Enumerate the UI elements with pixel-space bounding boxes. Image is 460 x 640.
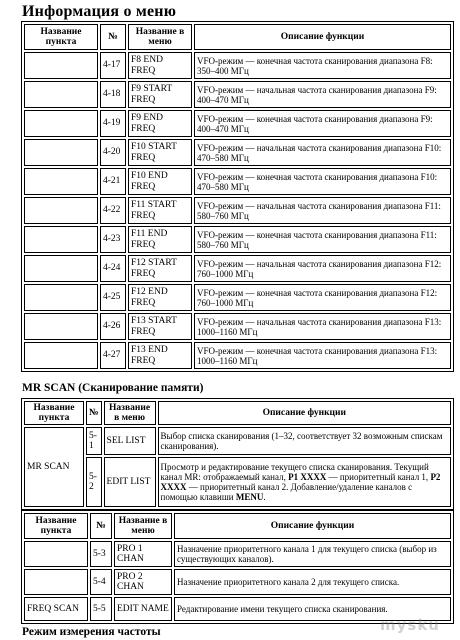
table-row — [24, 197, 451, 224]
description-text: Просмотр и редактирование текущего списка сканирования. Текущий канал MR: отображаемый канал, — [160, 462, 429, 482]
menu-name-cell: F10 END FREQ — [128, 168, 192, 195]
col-menu-name: Название в меню — [128, 24, 192, 50]
item-name-cell — [24, 284, 98, 311]
description-cell: VFO-режим — начальная частота сканирования диапазона F12: 760–1000 МГц — [194, 255, 451, 282]
item-name-cell — [24, 255, 98, 282]
menu-name-cell: EDIT LIST — [104, 457, 156, 507]
menu-name-cell: F10 START FREQ — [128, 139, 192, 166]
item-name-cell — [24, 139, 98, 166]
priority-channel-2-label: P2 XXXX — [160, 472, 441, 492]
description-cell: VFO-режим — начальная частота сканирования диапазона F9: 400–470 МГц — [194, 81, 451, 108]
description-cell: Назначение приоритетного канала 2 для текущего списка. — [174, 569, 451, 595]
col-item-name: Название пункта — [24, 24, 98, 50]
description-text: — приоритетный канал 2. Добавление/удаление каналов с помощью клавиши — [160, 482, 413, 502]
description-cell: VFO-режим — конечная частота сканирования диапазона F13: 1000–1160 МГц — [194, 342, 451, 369]
col-number: № — [86, 401, 102, 425]
description-cell: VFO-режим — начальная частота сканирования диапазона F10: 470–580 МГц — [194, 139, 451, 166]
col-menu-name: Название в меню — [114, 513, 172, 539]
item-name-cell — [24, 52, 98, 79]
menu-name-cell: F12 START FREQ — [128, 255, 192, 282]
table-row — [24, 427, 451, 455]
col-number: № — [100, 24, 126, 50]
item-name-cell — [24, 226, 98, 253]
table-row — [24, 168, 451, 195]
col-description: Описание функции — [194, 24, 451, 50]
number-cell: 5-5 — [90, 597, 112, 621]
page-title: Информация о меню — [22, 3, 177, 20]
table-row — [24, 284, 451, 311]
item-name-cell — [24, 81, 98, 108]
menu-name-cell: F13 START FREQ — [128, 313, 192, 340]
menu-name-cell: F11 END FREQ — [128, 226, 192, 253]
description-text: . — [263, 492, 266, 502]
number-cell: 4-20 — [100, 139, 126, 166]
col-description: Описание функции — [174, 513, 451, 539]
table-row — [24, 457, 451, 507]
col-description: Описание функции — [158, 401, 451, 425]
menu-name-cell: SEL LIST — [104, 427, 156, 455]
description-cell: VFO-режим — конечная частота сканирования диапазона F12: 760–1000 МГц — [194, 284, 451, 311]
col-menu-name: Название в меню — [104, 401, 156, 425]
number-cell: 4-19 — [100, 110, 126, 137]
section-title-mr-scan: MR SCAN (Сканирование памяти) — [22, 382, 204, 394]
item-name-cell — [24, 168, 98, 195]
description-cell: VFO-режим — конечная частота сканирования диапазона F11: 580–760 МГц — [194, 226, 451, 253]
menu-name-cell: F9 START FREQ — [128, 81, 192, 108]
number-cell: 5-3 — [90, 541, 112, 567]
item-name-cell — [24, 569, 88, 595]
description-cell: VFO-режим — начальная частота сканирования диапазона F11: 580–760 МГц — [194, 197, 451, 224]
number-cell: 4-22 — [100, 197, 126, 224]
item-name-cell: FREQ SCAN — [24, 597, 88, 621]
description-cell: VFO-режим — конечная частота сканирования диапазона F8: 350–400 МГц — [194, 52, 451, 79]
description-cell: Выбор списка сканирования (1–32, соответствует 32 возможным спискам сканирования). — [158, 427, 451, 455]
freq-scan-table — [21, 510, 454, 624]
col-number: № — [90, 513, 112, 539]
menu-info-table — [21, 21, 454, 372]
description-cell: Редактирование имени текущего списка сканирования. — [174, 597, 451, 621]
description-cell: VFO-режим — конечная частота сканирования диапазона F9: 400–470 МГц — [194, 110, 451, 137]
table-row — [24, 313, 451, 340]
menu-name-cell: F9 END FREQ — [128, 110, 192, 137]
table-row — [24, 255, 451, 282]
description-cell: VFO-режим — начальная частота сканирования диапазона F13: 1000–1160 МГц — [194, 313, 451, 340]
table-row — [24, 226, 451, 253]
menu-name-cell: F13 END FREQ — [128, 342, 192, 369]
number-cell: 4-24 — [100, 255, 126, 282]
table-row — [24, 541, 451, 567]
menu-name-cell: PRO 1 CHAN — [114, 541, 172, 567]
table-row — [24, 110, 451, 137]
description-cell — [158, 457, 451, 507]
description-text: — приоритетный канал 1, — [328, 472, 429, 482]
number-cell: 4-26 — [100, 313, 126, 340]
item-name-cell — [24, 342, 98, 369]
mr-scan-table — [21, 398, 454, 510]
menu-name-cell: PRO 2 CHAN — [114, 569, 172, 595]
table-row — [24, 81, 451, 108]
section-title-freq-measure: Режим измерения частоты — [22, 626, 161, 638]
menu-name-cell: EDIT NAME — [114, 597, 172, 621]
number-cell: 5-1 — [86, 427, 102, 455]
watermark: mysku — [380, 616, 440, 634]
item-name-cell — [24, 313, 98, 340]
number-cell: 5-4 — [90, 569, 112, 595]
description-cell: VFO-режим — конечная частота сканирования диапазона F10: 470–580 МГц — [194, 168, 451, 195]
number-cell: 4-25 — [100, 284, 126, 311]
table-row — [24, 569, 451, 595]
table-row — [24, 139, 451, 166]
menu-name-cell: F12 END FREQ — [128, 284, 192, 311]
menu-name-cell: F8 END FREQ — [128, 52, 192, 79]
menu-key-label: MENU — [235, 492, 264, 502]
item-name-cell — [24, 110, 98, 137]
menu-name-cell: F11 START FREQ — [128, 197, 192, 224]
item-name-cell — [24, 541, 88, 567]
item-name-cell — [24, 197, 98, 224]
col-item-name: Название пункта — [24, 513, 88, 539]
table-row — [24, 342, 451, 369]
number-cell: 4-27 — [100, 342, 126, 369]
number-cell: 4-21 — [100, 168, 126, 195]
number-cell: 4-18 — [100, 81, 126, 108]
number-cell: 4-23 — [100, 226, 126, 253]
col-item-name: Название пункта — [24, 401, 84, 425]
number-cell: 5-2 — [86, 457, 102, 507]
priority-channel-1-label: P1 XXXX — [288, 472, 327, 482]
item-name-cell: MR SCAN — [24, 427, 84, 507]
description-cell: Назначение приоритетного канала 1 для текущего списка (выбор из существующих каналов). — [174, 541, 451, 567]
table-row — [24, 52, 451, 79]
number-cell: 4-17 — [100, 52, 126, 79]
